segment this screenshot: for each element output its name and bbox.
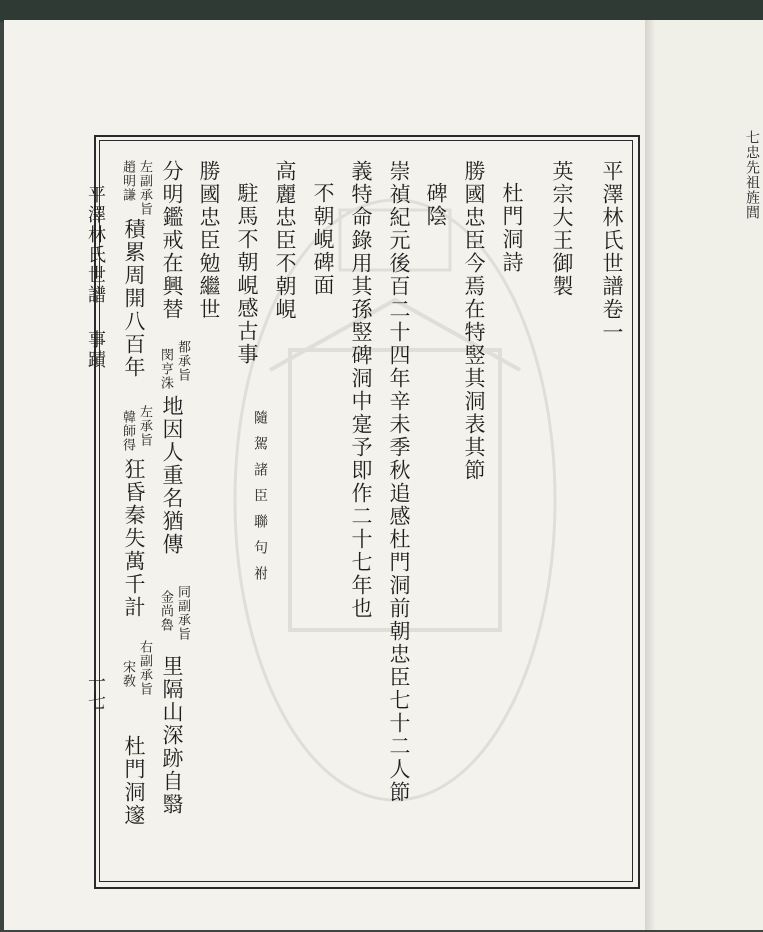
stele-front-text: 高麗忠臣不朝峴 bbox=[273, 160, 297, 321]
book-gutter bbox=[645, 20, 655, 930]
poem-line: 地因人重名猶傳 bbox=[160, 395, 184, 556]
poet-name: 金尚魯 bbox=[158, 590, 173, 632]
poet-office: 都承旨 bbox=[175, 340, 190, 382]
poem-line: 杜門洞邃 bbox=[122, 735, 146, 827]
poem-note: 隨駕諸臣聯句祔 bbox=[252, 410, 268, 592]
poem-line: 里隔山深跡自翳 bbox=[160, 655, 184, 816]
poet-office: 右副承旨 bbox=[137, 640, 152, 696]
margin-section-label: 事蹟 bbox=[85, 330, 106, 370]
royal-author: 英宗大王御製 bbox=[550, 160, 574, 298]
next-page-heading: 七忠先祖旌閭 bbox=[744, 130, 760, 220]
stele-back-label: 碑陰 bbox=[424, 182, 448, 228]
poet-name: 閔亨洙 bbox=[158, 348, 173, 390]
poem-line: 積累周開八百年 bbox=[122, 218, 146, 379]
stele-front-label: 不朝峴碑面 bbox=[311, 182, 335, 297]
margin-book-title: 平澤林氏世譜 bbox=[85, 185, 106, 305]
poet-office: 左承旨 bbox=[137, 405, 152, 447]
poet-name: 韓師得 bbox=[120, 410, 135, 452]
poet-office: 同副承旨 bbox=[175, 585, 190, 641]
poem-line: 勝國忠臣勉繼世 bbox=[197, 160, 221, 321]
poem-line: 分明鑑戒在興替 bbox=[160, 160, 184, 321]
poem-line: 狂昏秦失萬千計 bbox=[122, 458, 146, 619]
book-cover-edge bbox=[0, 0, 763, 22]
poet-name: 宋敎 bbox=[120, 660, 135, 688]
inscription-heading: 勝國忠臣今焉在特竪其洞表其節 bbox=[462, 160, 486, 482]
body-text-line: 義特命錄用其孫竪碑洞中寔予即作二十七年也 bbox=[349, 160, 373, 620]
page-number: 一七 bbox=[85, 672, 106, 712]
volume-title: 平澤林氏世譜卷一 bbox=[600, 160, 624, 344]
body-text-line: 崇禎紀元後百二十四年辛未季秋追感杜門洞前朝忠臣七十二人節 bbox=[387, 160, 411, 804]
poet-office: 左副承旨 bbox=[137, 160, 152, 216]
poem-title: 杜門洞詩 bbox=[500, 182, 524, 274]
poem-heading: 駐馬不朝峴感古事 bbox=[235, 182, 259, 366]
poet-name: 趙明謙 bbox=[120, 160, 135, 202]
